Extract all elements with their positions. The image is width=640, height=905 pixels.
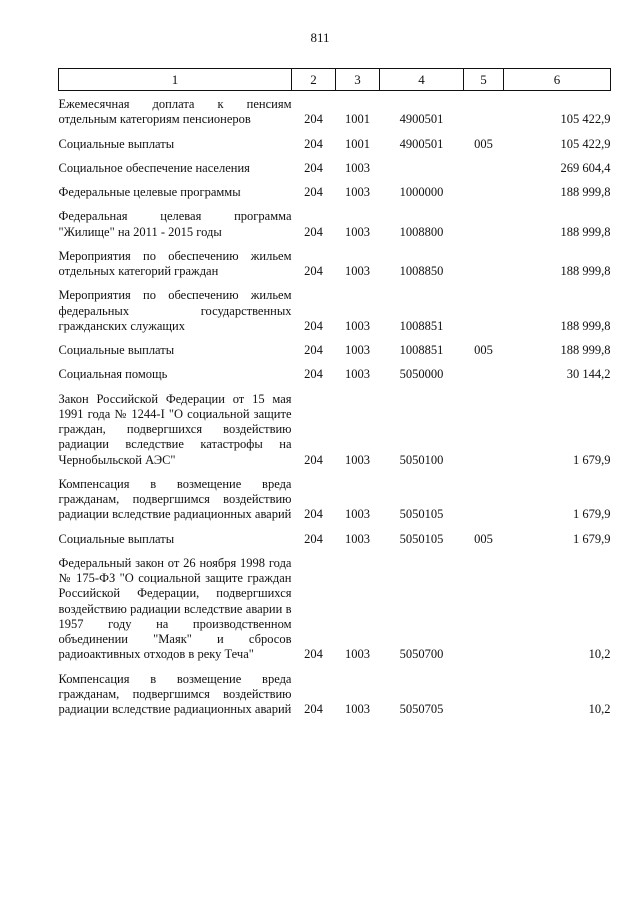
row-amount: 188 999,8 xyxy=(560,185,611,199)
row-code-4: 5050100 xyxy=(399,452,444,467)
row-code-3: 1003 xyxy=(345,507,370,522)
table-row xyxy=(59,343,611,358)
row-code-2: 204 xyxy=(304,264,323,278)
page-number: 811 xyxy=(310,30,330,45)
row-code-3: 1003 xyxy=(345,367,370,382)
row-code-4: 4900501 xyxy=(399,112,444,127)
row-code-5 xyxy=(464,209,504,240)
column-header-6: 6 xyxy=(504,69,611,91)
row-code-3: 1003 xyxy=(345,318,370,333)
row-code-5 xyxy=(464,185,504,200)
row-name: Ежемесячная доплата к пенсиям отдельным категориям пенсионеров xyxy=(58,97,292,127)
row-code-5 xyxy=(464,161,504,176)
table-row xyxy=(59,249,611,280)
row-amount: 188 999,8 xyxy=(560,264,611,278)
row-code-3: 1003 xyxy=(345,264,370,278)
column-header-3: 3 xyxy=(336,69,380,91)
row-code-5 xyxy=(464,477,504,523)
row-name: Мероприятия по обеспечению жильем федеральных государственных гражданских служащих xyxy=(58,288,292,333)
row-code-2: 204 xyxy=(304,702,323,716)
row-code-5 xyxy=(464,97,504,128)
row-name: Компенсация в возмещение вреда гражданам, подвергшимся воздействию радиации вследствие радиационных аварий xyxy=(58,671,292,716)
table-header-row xyxy=(59,69,611,91)
row-code-2: 204 xyxy=(304,136,323,151)
row-code-5: 005 xyxy=(474,531,493,546)
row-code-2: 204 xyxy=(304,160,323,175)
row-name: Социальное обеспечение населения xyxy=(58,160,250,175)
row-code-4: 5050705 xyxy=(399,702,444,716)
row-code-2: 204 xyxy=(304,452,323,467)
row-amount: 1 679,9 xyxy=(573,507,611,522)
row-code-3: 1003 xyxy=(345,452,370,467)
row-name: Мероприятия по обеспечению жильем отдельных категорий граждан xyxy=(58,248,292,278)
row-code-5 xyxy=(464,288,504,334)
row-amount: 188 999,8 xyxy=(560,343,611,357)
column-header-1: 1 xyxy=(59,69,292,91)
column-header-2: 2 xyxy=(292,69,336,91)
table-row xyxy=(59,556,611,663)
row-code-5 xyxy=(464,672,504,718)
row-code-3: 1003 xyxy=(345,702,370,716)
table-row xyxy=(59,392,611,468)
row-amount: 1 679,9 xyxy=(573,531,611,546)
row-code-5: 005 xyxy=(474,343,493,357)
row-code-3: 1003 xyxy=(345,185,370,199)
row-code-5 xyxy=(464,556,504,663)
row-code-2: 204 xyxy=(304,507,323,522)
table-row xyxy=(59,161,611,176)
row-code-4: 5050000 xyxy=(399,367,444,382)
row-name: Закон Российской Федерации от 15 мая 1991 года № 1244-I "О социальной защите граждан, подвергшихся воздействию радиации вследствие катастрофы на Чернобыльской АЭС" xyxy=(58,391,292,467)
row-code-4 xyxy=(380,161,464,176)
row-code-4: 1000000 xyxy=(399,185,444,199)
column-header-5: 5 xyxy=(464,69,504,91)
table-row xyxy=(59,288,611,334)
row-code-2: 204 xyxy=(304,112,323,127)
row-code-3: 1003 xyxy=(345,531,370,546)
row-code-5: 005 xyxy=(474,136,493,151)
row-code-3: 1003 xyxy=(345,647,370,662)
table-row xyxy=(59,209,611,240)
row-code-4: 4900501 xyxy=(399,136,444,151)
row-code-5 xyxy=(464,249,504,280)
row-amount: 105 422,9 xyxy=(560,112,611,127)
table-row xyxy=(59,477,611,523)
row-amount: 105 422,9 xyxy=(560,136,611,151)
row-code-3: 1001 xyxy=(345,112,370,127)
row-name: Социальные выплаты xyxy=(58,531,175,546)
row-code-2: 204 xyxy=(304,185,323,199)
row-code-3: 1003 xyxy=(345,160,370,175)
row-amount: 10,2 xyxy=(588,647,611,662)
row-code-4: 1008851 xyxy=(399,343,444,357)
row-name: Компенсация в возмещение вреда гражданам, подвергшимся воздействию радиации вследствие радиационных аварий xyxy=(58,476,292,522)
row-code-2: 204 xyxy=(304,647,323,662)
column-header-4: 4 xyxy=(380,69,464,91)
row-amount: 1 679,9 xyxy=(573,452,611,467)
budget-table xyxy=(58,68,611,717)
row-amount: 188 999,8 xyxy=(560,224,611,239)
row-code-3: 1003 xyxy=(345,224,370,239)
table-row xyxy=(59,97,611,128)
row-name: Социальная помощь xyxy=(58,367,168,382)
row-code-3: 1003 xyxy=(345,343,370,357)
row-amount: 269 604,4 xyxy=(560,160,611,175)
row-code-4: 1008850 xyxy=(399,264,444,278)
table-row xyxy=(59,672,611,718)
row-code-2: 204 xyxy=(304,367,323,382)
row-name: Социальные выплаты xyxy=(58,343,175,357)
row-amount: 30 144,2 xyxy=(566,367,611,382)
table-row xyxy=(59,532,611,547)
table-row xyxy=(59,185,611,200)
row-name: Федеральный закон от 26 ноября 1998 года № 175-ФЗ "О социальной защите граждан Российской Федерации, подвергшихся воздействию радиации вследствие аварии в 1957 году на производственном объединении "Маяк" и сбросов радиоактивных отходов в реку Теча" xyxy=(58,555,292,662)
row-code-4: 5050105 xyxy=(399,531,444,546)
row-code-5 xyxy=(464,392,504,468)
table-row xyxy=(59,367,611,382)
row-code-5 xyxy=(464,367,504,382)
row-code-4: 1008851 xyxy=(399,318,444,333)
row-name: Социальные выплаты xyxy=(58,136,175,151)
row-code-2: 204 xyxy=(304,343,323,357)
row-code-2: 204 xyxy=(304,224,323,239)
row-code-2: 204 xyxy=(304,531,323,546)
row-code-4: 1008800 xyxy=(399,224,444,239)
row-name: Федеральная целевая программа "Жилище" на 2011 - 2015 годы xyxy=(58,209,292,239)
row-amount: 10,2 xyxy=(588,702,611,716)
row-name: Федеральные целевые программы xyxy=(58,185,241,199)
row-code-3: 1001 xyxy=(345,136,370,151)
row-code-2: 204 xyxy=(304,318,323,333)
row-amount: 188 999,8 xyxy=(560,318,611,333)
row-code-4: 5050105 xyxy=(399,507,444,522)
table-row xyxy=(59,137,611,152)
row-code-4: 5050700 xyxy=(399,647,444,662)
